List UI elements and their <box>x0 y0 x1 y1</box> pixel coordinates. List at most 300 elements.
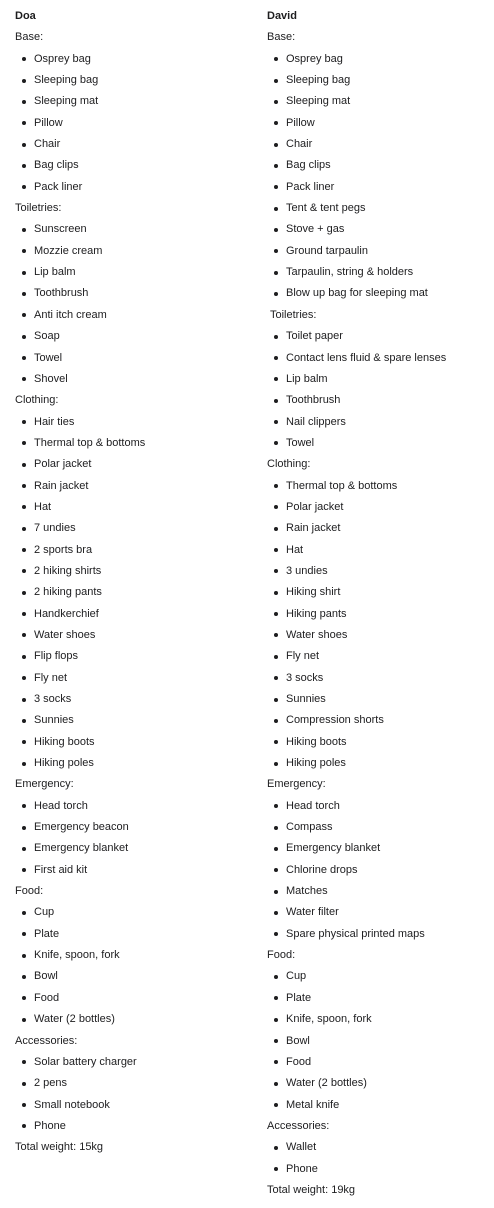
list-item-label: Rain jacket <box>286 522 341 535</box>
list-item-label: Head torch <box>286 799 340 812</box>
list-item-label: Water (2 bottles) <box>34 1013 115 1026</box>
list-item-label: Hiking pants <box>286 607 347 620</box>
list-item <box>15 561 235 582</box>
list-item-label: Pack liner <box>286 180 335 193</box>
list-item <box>15 369 235 390</box>
list-item <box>15 860 235 881</box>
list-item-label: Solar battery charger <box>34 1055 137 1068</box>
list-item-label: Wallet <box>286 1141 317 1154</box>
bullet-icon <box>274 271 278 275</box>
bullet-icon <box>274 719 278 723</box>
bullet-icon <box>22 932 26 936</box>
list-item-label: Polar jacket <box>34 458 92 471</box>
list-item <box>15 988 235 1009</box>
bullet-icon <box>274 1167 278 1171</box>
bullet-icon <box>22 569 26 573</box>
bullet-icon <box>22 441 26 445</box>
section-heading: Food: <box>15 885 44 898</box>
section-heading: Base: <box>15 31 44 44</box>
list-item-label: Thermal top & bottoms <box>34 436 146 449</box>
list-item-label: Phone <box>34 1119 66 1132</box>
bullet-icon <box>22 79 26 83</box>
list-item <box>267 283 487 304</box>
list-item-label: Emergency blanket <box>34 842 129 855</box>
list-item-label: Knife, spoon, fork <box>286 1013 372 1026</box>
list-item <box>15 902 235 923</box>
bullet-icon <box>22 954 26 958</box>
bullet-icon <box>22 975 26 979</box>
bullet-icon <box>274 420 278 424</box>
list-item-label: Towel <box>286 436 315 449</box>
list-item <box>267 113 487 134</box>
list-item-label: Lip balm <box>286 372 328 385</box>
bullet-icon <box>274 399 278 403</box>
bullet-icon <box>22 740 26 744</box>
bullet-icon <box>22 505 26 509</box>
list-item <box>267 710 487 731</box>
bullet-icon <box>274 804 278 808</box>
list-item <box>267 219 487 240</box>
list-item-label: Polar jacket <box>286 500 344 513</box>
list-item-label: 7 undies <box>34 522 76 535</box>
bullet-icon <box>22 420 26 424</box>
list-item <box>267 604 487 625</box>
list-item <box>267 390 487 411</box>
list-item-label: Rain jacket <box>34 479 89 492</box>
list-item <box>267 177 487 198</box>
list-item-label: Sunscreen <box>34 223 87 236</box>
bullet-icon <box>22 804 26 808</box>
list-item <box>267 1073 487 1094</box>
section-heading: Base: <box>267 31 296 44</box>
bullet-icon <box>274 164 278 168</box>
list-item <box>267 476 487 497</box>
person-column-doa <box>15 6 235 1159</box>
bullet-icon <box>274 569 278 573</box>
bullet-icon <box>274 911 278 915</box>
section-heading: Clothing: <box>267 458 311 471</box>
list-item-label: First aid kit <box>34 863 88 876</box>
list-item-label: Towel <box>34 351 63 364</box>
bullet-icon <box>274 377 278 381</box>
list-item-label: Osprey bag <box>34 52 91 65</box>
list-item <box>15 710 235 731</box>
list-item-label: Toothbrush <box>34 287 89 300</box>
bullet-icon <box>22 1124 26 1128</box>
list-item <box>15 540 235 561</box>
list-item <box>15 1052 235 1073</box>
list-item <box>267 369 487 390</box>
bullet-icon <box>274 100 278 104</box>
bullet-icon <box>22 249 26 253</box>
bullet-icon <box>22 633 26 637</box>
list-item-label: Contact lens fluid & spare lenses <box>286 351 447 364</box>
list-item <box>15 305 235 326</box>
list-item <box>267 1159 487 1180</box>
list-item-label: Phone <box>286 1162 318 1175</box>
list-item <box>15 1116 235 1137</box>
bullet-icon <box>274 762 278 766</box>
list-item <box>15 262 235 283</box>
list-item <box>267 241 487 262</box>
person-name: David <box>267 10 297 22</box>
list-item <box>267 902 487 923</box>
list-item-label: Soap <box>34 330 60 343</box>
bullet-icon <box>274 505 278 509</box>
section-heading: Emergency: <box>15 778 74 791</box>
list-item-label: Anti itch cream <box>34 308 107 321</box>
list-item-label: Nail clippers <box>286 415 346 428</box>
list-item-label: Bag clips <box>286 159 331 172</box>
bullet-icon <box>274 633 278 637</box>
bullet-icon <box>274 143 278 147</box>
bullet-icon <box>274 441 278 445</box>
list-item-label: Osprey bag <box>286 52 343 65</box>
list-item-label: Water shoes <box>286 628 348 641</box>
bullet-icon <box>274 847 278 851</box>
total-weight: Total weight: 19kg <box>267 1183 356 1196</box>
list-item-label: Fly net <box>34 671 68 684</box>
bullet-icon <box>274 356 278 360</box>
list-item <box>15 646 235 667</box>
list-item-label: Stove + gas <box>286 223 345 236</box>
list-item <box>267 1095 487 1116</box>
bullet-icon <box>274 932 278 936</box>
bullet-icon <box>22 1082 26 1086</box>
list-item-label: Pack liner <box>34 180 83 193</box>
list-item-label: 3 socks <box>286 671 324 684</box>
list-item-label: Hat <box>34 500 52 513</box>
list-item <box>267 540 487 561</box>
list-item-label: Chair <box>34 138 61 151</box>
total-weight: Total weight: 15kg <box>15 1141 104 1154</box>
list-item <box>267 518 487 539</box>
list-item <box>15 476 235 497</box>
list-item-label: 3 undies <box>286 564 328 577</box>
list-item <box>15 753 235 774</box>
list-item <box>15 433 235 454</box>
list-item-label: Cup <box>34 906 55 919</box>
list-item-label: 2 hiking pants <box>34 586 102 599</box>
list-item <box>267 668 487 689</box>
list-item-label: Sunnies <box>34 714 74 727</box>
list-item-label: Knife, spoon, fork <box>34 949 120 962</box>
bullet-icon <box>22 911 26 915</box>
list-item-label: Small notebook <box>34 1098 110 1111</box>
list-item-label: Sleeping bag <box>286 74 351 87</box>
list-item <box>15 70 235 91</box>
list-item <box>267 796 487 817</box>
list-item-label: Tarpaulin, string & holders <box>286 266 414 279</box>
bullet-icon <box>274 292 278 296</box>
bullet-icon <box>274 1018 278 1022</box>
list-item-label: Bowl <box>34 970 58 983</box>
bullet-icon <box>274 890 278 894</box>
list-item <box>15 945 235 966</box>
list-item-label: Toothbrush <box>286 394 341 407</box>
list-item-label: Spare physical printed maps <box>286 927 425 940</box>
list-item <box>267 582 487 603</box>
list-item <box>15 604 235 625</box>
list-item-label: Mozzie cream <box>34 244 103 257</box>
bullet-icon <box>22 356 26 360</box>
list-item <box>15 1095 235 1116</box>
bullet-icon <box>274 996 278 1000</box>
list-item-label: Plate <box>286 991 312 1004</box>
section-heading: Clothing: <box>15 394 59 407</box>
bullet-icon <box>274 1060 278 1064</box>
list-item <box>15 326 235 347</box>
bullet-icon <box>274 698 278 702</box>
list-item-label: Hiking boots <box>286 735 347 748</box>
list-item <box>15 412 235 433</box>
list-item <box>15 283 235 304</box>
bullet-icon <box>274 548 278 552</box>
bullet-icon <box>274 121 278 125</box>
bullet-icon <box>274 335 278 339</box>
section-heading: Toiletries: <box>270 308 317 321</box>
bullet-icon <box>22 719 26 723</box>
bullet-icon <box>274 676 278 680</box>
list-item-label: Water filter <box>286 906 339 919</box>
list-item <box>267 497 487 518</box>
list-item-label: Shovel <box>34 372 68 385</box>
list-item-label: Thermal top & bottoms <box>286 479 398 492</box>
list-item <box>267 646 487 667</box>
list-item <box>267 966 487 987</box>
list-item-label: Sunnies <box>286 693 326 705</box>
list-item-label: 3 socks <box>34 693 72 705</box>
list-item-label: 2 pens <box>34 1077 68 1090</box>
list-item-label: Sleeping mat <box>286 95 351 108</box>
list-item-label: Bag clips <box>34 159 79 172</box>
list-item <box>267 412 487 433</box>
bullet-icon <box>22 655 26 659</box>
list-item <box>267 262 487 283</box>
list-item-label: Matches <box>286 885 328 898</box>
bullet-icon <box>22 100 26 104</box>
list-item-label: Hair ties <box>34 415 75 428</box>
list-item <box>267 134 487 155</box>
list-item <box>267 155 487 176</box>
list-item-label: Sleeping bag <box>34 74 99 87</box>
list-item <box>267 881 487 902</box>
bullet-icon <box>274 1146 278 1150</box>
list-item <box>15 91 235 112</box>
list-item-label: Compression shorts <box>286 714 384 727</box>
list-item-label: Hiking poles <box>286 757 346 770</box>
section-heading: Food: <box>267 949 296 962</box>
list-item-label: Fly net <box>286 650 320 663</box>
bullet-icon <box>274 249 278 253</box>
list-item <box>15 1009 235 1030</box>
list-item-label: Tent & tent pegs <box>286 202 366 215</box>
bullet-icon <box>274 1039 278 1043</box>
bullet-icon <box>274 484 278 488</box>
list-item <box>267 1137 487 1158</box>
bullet-icon <box>274 527 278 531</box>
list-item <box>15 113 235 134</box>
bullet-icon <box>22 698 26 702</box>
list-item <box>15 497 235 518</box>
bullet-icon <box>22 271 26 275</box>
list-item-label: Chlorine drops <box>286 863 358 876</box>
list-item-label: Ground tarpaulin <box>286 244 368 257</box>
list-item <box>15 625 235 646</box>
list-item-label: Compass <box>286 821 333 834</box>
bullet-icon <box>22 676 26 680</box>
list-item <box>15 924 235 945</box>
list-item-label: Metal knife <box>286 1098 340 1111</box>
bullet-icon <box>274 740 278 744</box>
bullet-icon <box>274 1082 278 1086</box>
list-item-label: Plate <box>34 927 60 940</box>
list-item <box>15 732 235 753</box>
list-item <box>15 518 235 539</box>
bullet-icon <box>22 484 26 488</box>
list-item <box>267 924 487 945</box>
list-item <box>267 625 487 646</box>
bullet-icon <box>22 996 26 1000</box>
bullet-icon <box>22 612 26 616</box>
list-item <box>267 348 487 369</box>
list-item <box>15 668 235 689</box>
list-item <box>267 753 487 774</box>
list-item-label: Pillow <box>34 116 63 129</box>
list-item <box>15 219 235 240</box>
list-item <box>15 817 235 838</box>
person-column-david <box>267 6 487 1201</box>
list-item <box>267 1009 487 1030</box>
bullet-icon <box>274 868 278 872</box>
list-item <box>267 433 487 454</box>
bullet-icon <box>274 185 278 189</box>
bullet-icon <box>22 591 26 595</box>
section-heading: Emergency: <box>267 778 326 791</box>
list-item <box>15 689 235 710</box>
list-item <box>267 860 487 881</box>
list-item-label: Food <box>34 991 60 1004</box>
bullet-icon <box>22 463 26 467</box>
list-item-label: Water shoes <box>34 628 96 641</box>
list-item <box>267 561 487 582</box>
bullet-icon <box>274 826 278 830</box>
list-item-label: Lip balm <box>34 266 76 279</box>
bullet-icon <box>22 292 26 296</box>
list-item <box>15 177 235 198</box>
bullet-icon <box>274 228 278 232</box>
list-item-label: Food <box>286 1055 312 1068</box>
list-item-label: Head torch <box>34 799 88 812</box>
bullet-icon <box>22 57 26 61</box>
bullet-icon <box>22 1103 26 1107</box>
list-item-label: Handkerchief <box>34 607 99 620</box>
bullet-icon <box>274 975 278 979</box>
list-item <box>267 1052 487 1073</box>
bullet-icon <box>22 847 26 851</box>
bullet-icon <box>22 868 26 872</box>
list-item <box>267 91 487 112</box>
bullet-icon <box>22 1060 26 1064</box>
list-item-label: 2 sports bra <box>34 543 93 556</box>
list-item <box>267 732 487 753</box>
list-item-label: Hiking boots <box>34 735 95 748</box>
bullet-icon <box>274 57 278 61</box>
bullet-icon <box>274 612 278 616</box>
list-item-label: Bowl <box>286 1034 310 1047</box>
list-item <box>267 49 487 70</box>
list-item-label: Hiking shirt <box>286 586 341 599</box>
list-item <box>267 689 487 710</box>
list-item <box>15 582 235 603</box>
list-item-label: Chair <box>286 138 313 151</box>
list-item <box>267 838 487 859</box>
list-item <box>15 241 235 262</box>
list-item-label: Hiking poles <box>34 757 94 770</box>
list-item-label: Pillow <box>286 116 315 129</box>
bullet-icon <box>22 826 26 830</box>
list-item <box>15 1073 235 1094</box>
list-item <box>15 796 235 817</box>
list-item <box>15 966 235 987</box>
bullet-icon <box>22 121 26 125</box>
list-item <box>267 817 487 838</box>
bullet-icon <box>22 313 26 317</box>
list-item-label: 2 hiking shirts <box>34 564 102 577</box>
bullet-icon <box>274 1103 278 1107</box>
bullet-icon <box>22 548 26 552</box>
list-item-label: Sleeping mat <box>34 95 99 108</box>
list-item-label: Emergency blanket <box>286 842 381 855</box>
list-item <box>15 348 235 369</box>
person-name: Doa <box>15 10 36 22</box>
list-item <box>267 326 487 347</box>
section-heading: Toiletries: <box>15 202 62 215</box>
bullet-icon <box>22 228 26 232</box>
bullet-icon <box>22 185 26 189</box>
list-item <box>15 134 235 155</box>
list-item-label: Flip flops <box>34 650 79 663</box>
bullet-icon <box>22 164 26 168</box>
list-item-label: Cup <box>286 970 307 983</box>
list-item <box>15 454 235 475</box>
bullet-icon <box>22 762 26 766</box>
bullet-icon <box>22 527 26 531</box>
list-item <box>267 988 487 1009</box>
bullet-icon <box>274 207 278 211</box>
list-item-label: Hat <box>286 543 304 556</box>
bullet-icon <box>22 377 26 381</box>
bullet-icon <box>22 335 26 339</box>
bullet-icon <box>22 143 26 147</box>
section-heading: Accessories: <box>15 1034 78 1047</box>
list-item-label: Toilet paper <box>286 330 343 343</box>
list-item-label: Water (2 bottles) <box>286 1077 367 1090</box>
list-item-label: Blow up bag for sleeping mat <box>286 287 428 300</box>
bullet-icon <box>274 591 278 595</box>
list-item-label: Emergency beacon <box>34 821 129 834</box>
list-item <box>15 838 235 859</box>
bullet-icon <box>22 1018 26 1022</box>
list-item <box>267 70 487 91</box>
section-heading: Accessories: <box>267 1119 330 1132</box>
list-item <box>15 155 235 176</box>
list-item <box>267 198 487 219</box>
list-item <box>15 49 235 70</box>
list-item <box>267 1031 487 1052</box>
bullet-icon <box>274 79 278 83</box>
bullet-icon <box>274 655 278 659</box>
